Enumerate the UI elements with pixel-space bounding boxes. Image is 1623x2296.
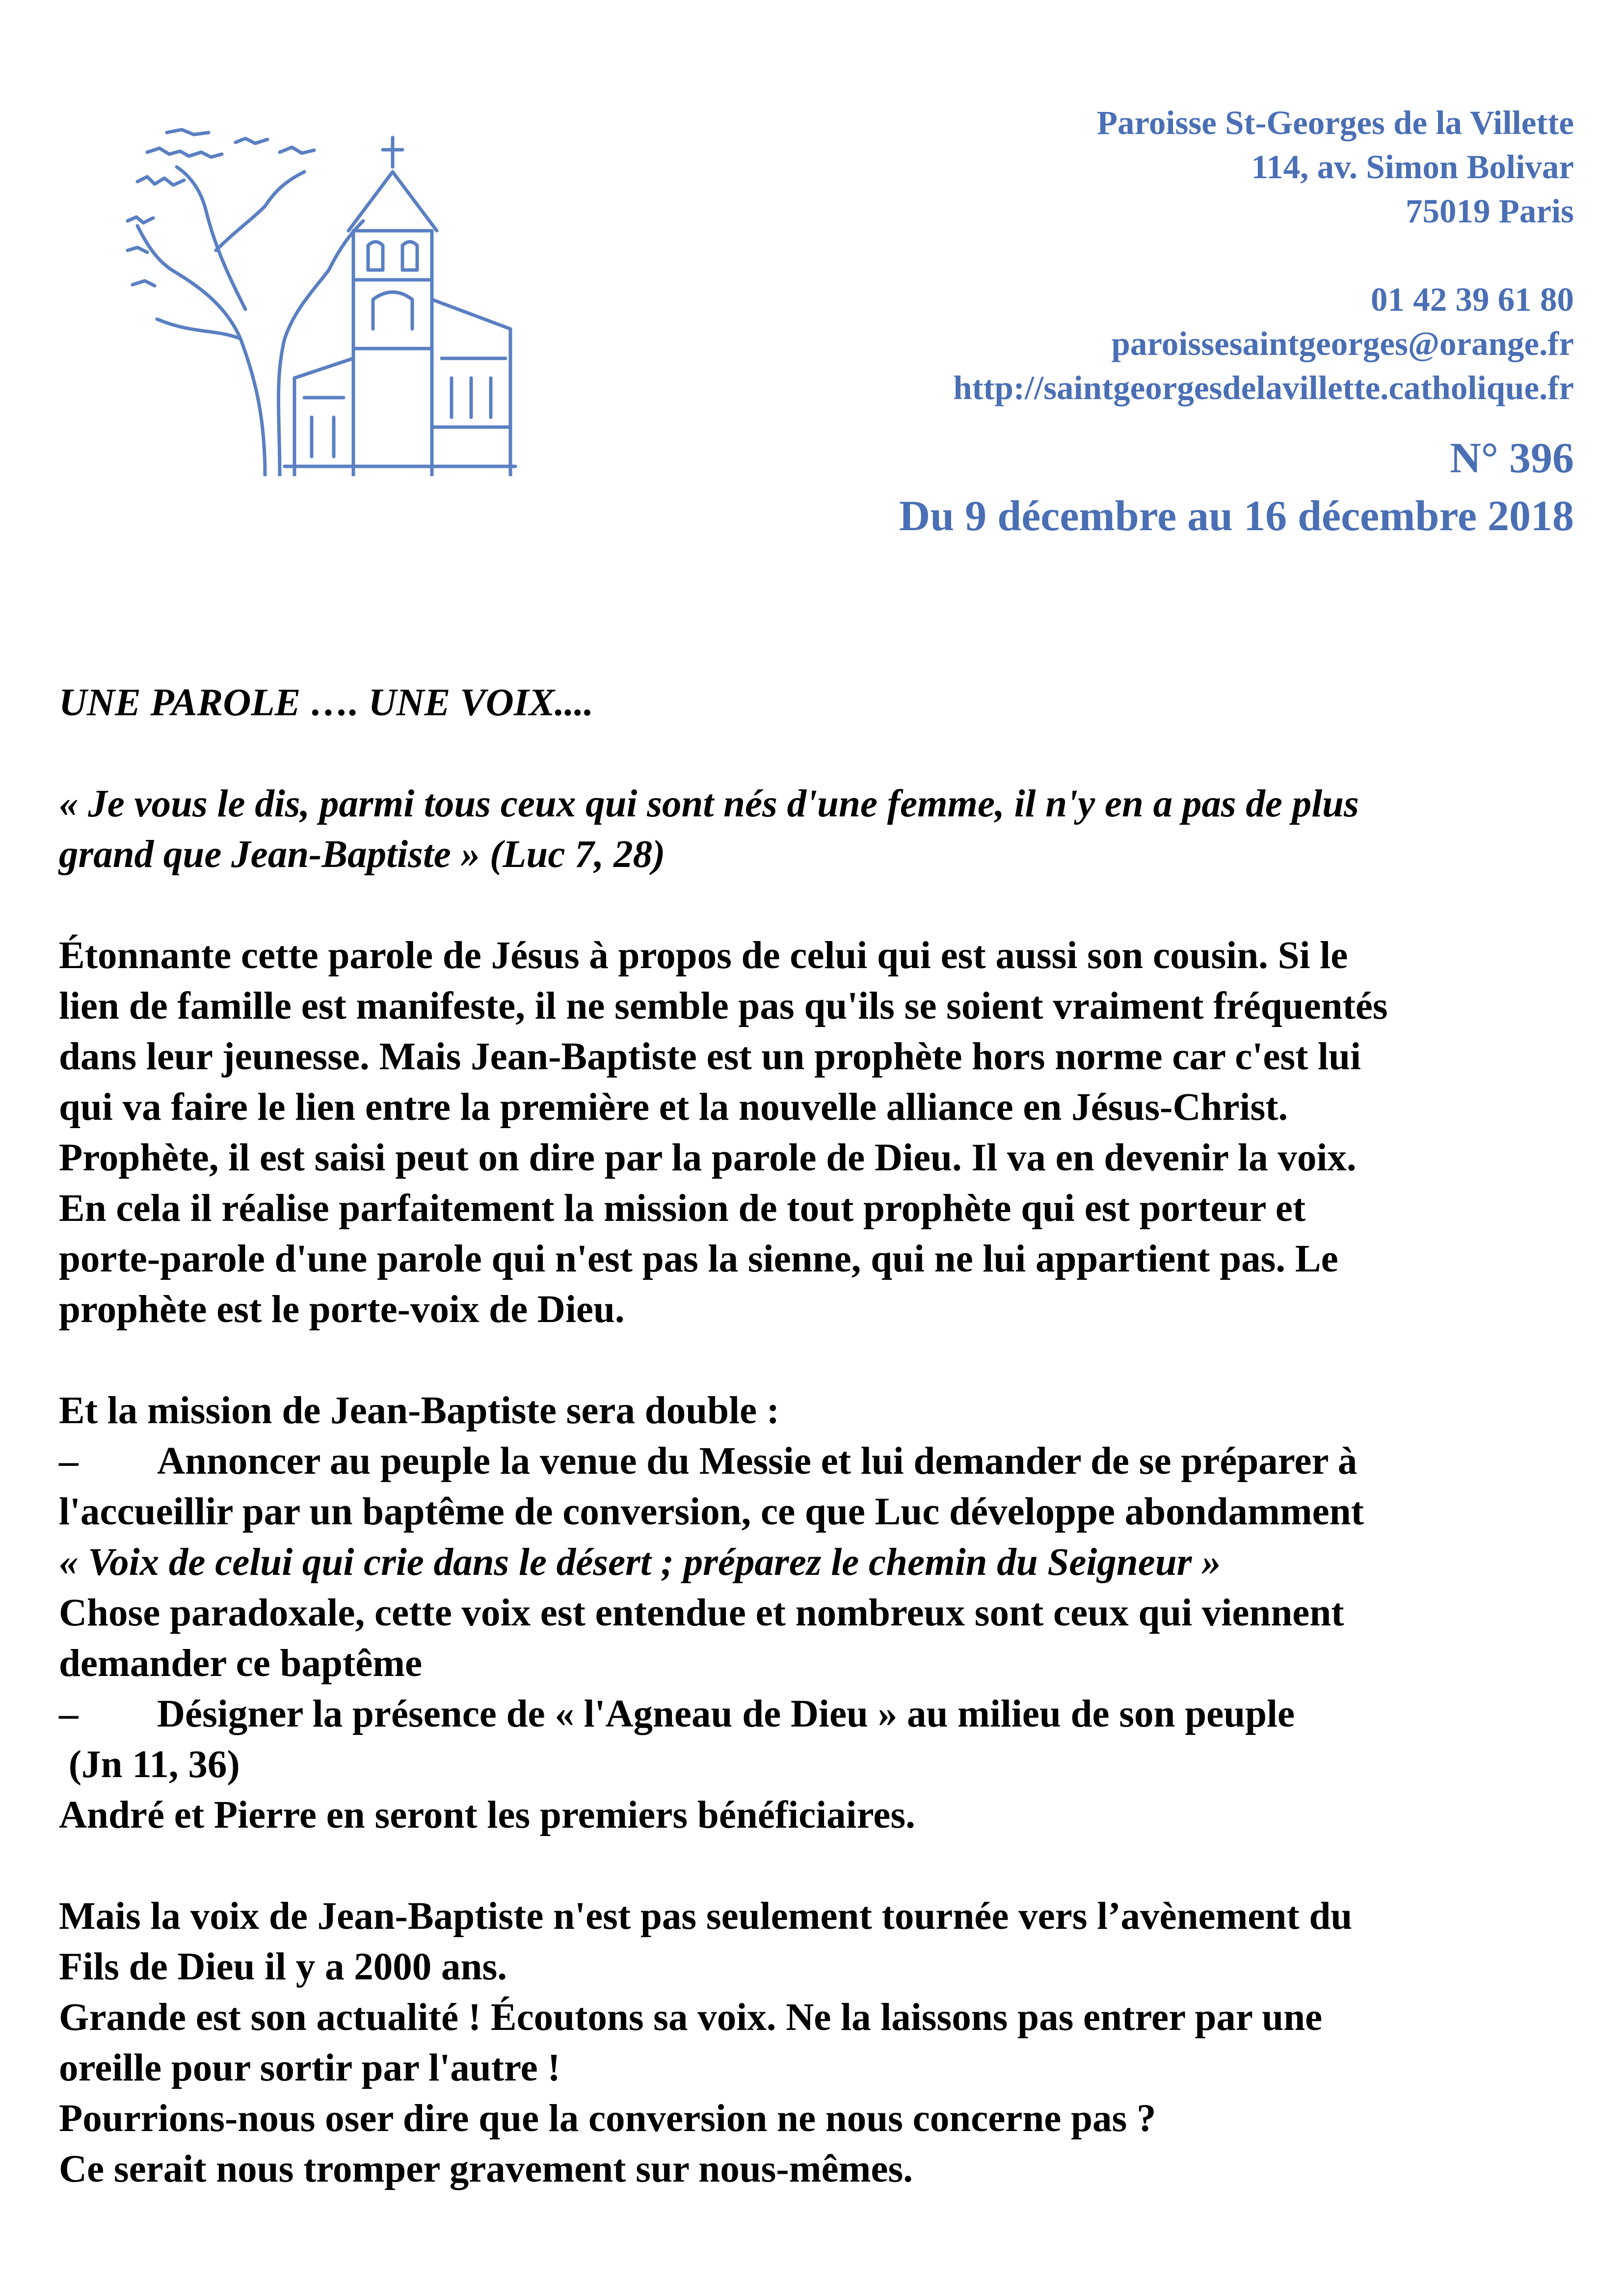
dash-bullet: –	[59, 1440, 79, 1483]
bullet-line: André et Pierre en seront les premiers bénéficiaires.	[59, 1794, 915, 1837]
issue-date-range: Du 9 décembre au 16 décembre 2018	[899, 492, 1574, 540]
issue-number: N° 396	[1450, 434, 1574, 482]
paragraph-line: qui va faire le lien entre la première et la nouvelle alliance en Jésus-Christ.	[59, 1086, 1288, 1129]
parish-email[interactable]: paroissesaintgeorges@orange.fr	[1111, 325, 1574, 362]
paragraph-line: Ce serait nous tromper gravement sur nous-mêmes.	[59, 2148, 913, 2190]
bullet-line: – Annoncer au peuple la venue du Messie et lui demander de se préparer à	[59, 1436, 1570, 1486]
paragraph-line: Fils de Dieu il y a 2000 ans.	[59, 1945, 507, 1988]
bullet-line: Chose paradoxale, cette voix est entendue et nombreux sont ceux qui viennent	[59, 1592, 1344, 1634]
bullet-line: demander ce baptême	[59, 1642, 423, 1685]
paragraph-line: prophète est le porte-voix de Dieu.	[59, 1288, 625, 1331]
parish-header	[764, 101, 1574, 545]
parish-phone: 01 42 39 61 80	[1371, 281, 1574, 318]
church-sketch-logo	[118, 123, 520, 476]
article-title: UNE PAROLE …. UNE VOIX....	[59, 681, 594, 724]
paragraph-line: En cela il réalise parfaitement la mission de tout prophète qui est porteur et	[59, 1187, 1306, 1230]
bullet-line: l'accueillir par un baptême de conversion, ce que Luc développe abondamment	[59, 1490, 1364, 1533]
paragraph-line: Mais la voix de Jean-Baptiste n'est pas seulement tournée vers l’avènement du	[59, 1895, 1353, 1938]
paragraph-line: Pourrions-nous oser dire que la conversion ne nous concerne pas ?	[59, 2097, 1156, 2140]
article-body	[59, 677, 1570, 2194]
paragraph-line: dans leur jeunesse. Mais Jean-Baptiste est un prophète hors norme car c'est lui	[59, 1035, 1361, 1078]
desert-quote: « Voix de celui qui crie dans le désert ; préparez le chemin du Seigneur »	[59, 1541, 1221, 1584]
gospel-quote-line: « Je vous le dis, parmi tous ceux qui sont nés d'une femme, il n'y en a pas de plus	[59, 783, 1359, 825]
parish-name: Paroisse St-Georges de la Villette	[1096, 104, 1574, 141]
gospel-quote-line: grand que Jean-Baptiste » (Luc 7, 28)	[59, 833, 665, 876]
paragraph-line: oreille pour sortir par l'autre !	[59, 2047, 560, 2089]
bullet-reference: (Jn 11, 36)	[59, 1743, 240, 1786]
dash-bullet: –	[59, 1693, 79, 1735]
paragraph-line: Étonnante cette parole de Jésus à propos de celui qui est aussi son cousin. Si le	[59, 934, 1348, 977]
paragraph-line: Grande est son actualité ! Écoutons sa voix. Ne la laissons pas entrer par une	[59, 1996, 1323, 2039]
mission-intro: Et la mission de Jean-Baptiste sera double :	[59, 1389, 780, 1432]
parish-website[interactable]: http://saintgeorgesdelavillette.catholique.fr	[953, 369, 1574, 406]
paragraph-line: Prophète, il est saisi peut on dire par la parole de Dieu. Il va en devenir la voix.	[59, 1136, 1357, 1179]
paragraph-line: lien de famille est manifeste, il ne semble pas qu'ils se soient vraiment fréquentés	[59, 985, 1388, 1027]
parish-street: 114, av. Simon Bolivar	[1251, 148, 1574, 186]
paragraph-line: porte-parole d'une parole qui n'est pas la sienne, qui ne lui appartient pas. Le	[59, 1238, 1338, 1280]
bullet-line: – Désigner la présence de « l'Agneau de Dieu » au milieu de son peuple	[59, 1689, 1570, 1739]
parish-city: 75019 Paris	[1405, 192, 1574, 230]
